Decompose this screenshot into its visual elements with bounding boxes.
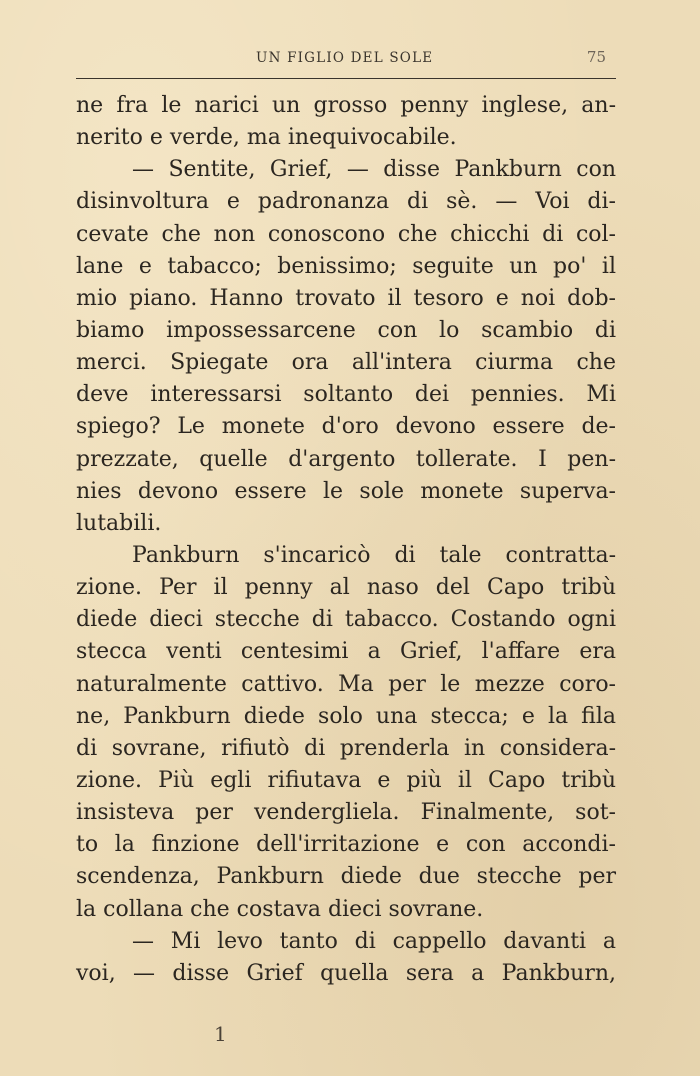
text-line: di sovrane, rifiutò di prenderla in considera- [76, 735, 616, 761]
page-header [76, 50, 616, 74]
text-line: disinvoltura e padronanza di sè. — Voi di- [76, 189, 616, 215]
text-line: nerito e verde, ma inequivocabile. [76, 125, 457, 151]
text-line: to la finzione dell'irritazione e con accondi- [76, 832, 616, 858]
text-line: ne fra le narici un grosso penny inglese, an- [76, 93, 616, 118]
text-line: ne, Pankburn diede solo una stecca; e la fila [76, 703, 616, 729]
page-number: 75 [586, 48, 606, 66]
running-head: UN FIGLIO DEL SOLE [256, 50, 434, 66]
text-line: scendenza, Pankburn diede due stecche per [76, 864, 616, 890]
text-line: lutabili. [76, 510, 162, 536]
text-line: Pankburn s'incaricò di tale contratta- [132, 542, 616, 568]
text-line: stecca venti centesimi a Grief, l'affare era [76, 639, 616, 665]
text-line: diede dieci stecche di tabacco. Costando ogni [76, 607, 616, 633]
text-line: zione. Più egli rifiutava e più il Capo tribù [76, 767, 616, 793]
text-line: zione. Per il penny al naso del Capo tribù [76, 575, 616, 601]
text-line: merci. Spiegate ora all'intera ciurma che [76, 350, 616, 376]
text-line: — Mi levo tanto di cappello davanti a [132, 928, 616, 954]
text-line: deve interessarsi soltanto dei pennies. Mi [76, 382, 616, 408]
header-rule [76, 78, 616, 79]
text-line: prezzate, quelle d'argento tollerate. I pen- [76, 446, 616, 472]
text-line: la collana che costava dieci sovrane. [76, 896, 484, 922]
text-line: lane e tabacco; benissimo; seguite un po' il [76, 253, 616, 279]
bottom-mark: 1 [214, 1022, 227, 1046]
text-line: insisteva per vendergliela. Finalmente, sot- [76, 800, 616, 826]
text-line: — Sentite, Grief, — disse Pankburn con [132, 157, 616, 183]
text-line: biamo impossessarcene con lo scambio di [76, 317, 616, 343]
text-line: nies devono essere le sole monete superva- [76, 478, 616, 504]
body-text [76, 90, 616, 990]
text-line: naturalmente cattivo. Ma per le mezze coro- [76, 671, 616, 697]
text-line: mio piano. Hanno trovato il tesoro e noi dob- [76, 285, 616, 311]
text-line: cevate che non conoscono che chicchi di col- [76, 221, 616, 247]
text-line: voi, — disse Grief quella sera a Pankburn, [76, 960, 616, 986]
text-line: spiego? Le monete d'oro devono essere de- [76, 414, 616, 440]
